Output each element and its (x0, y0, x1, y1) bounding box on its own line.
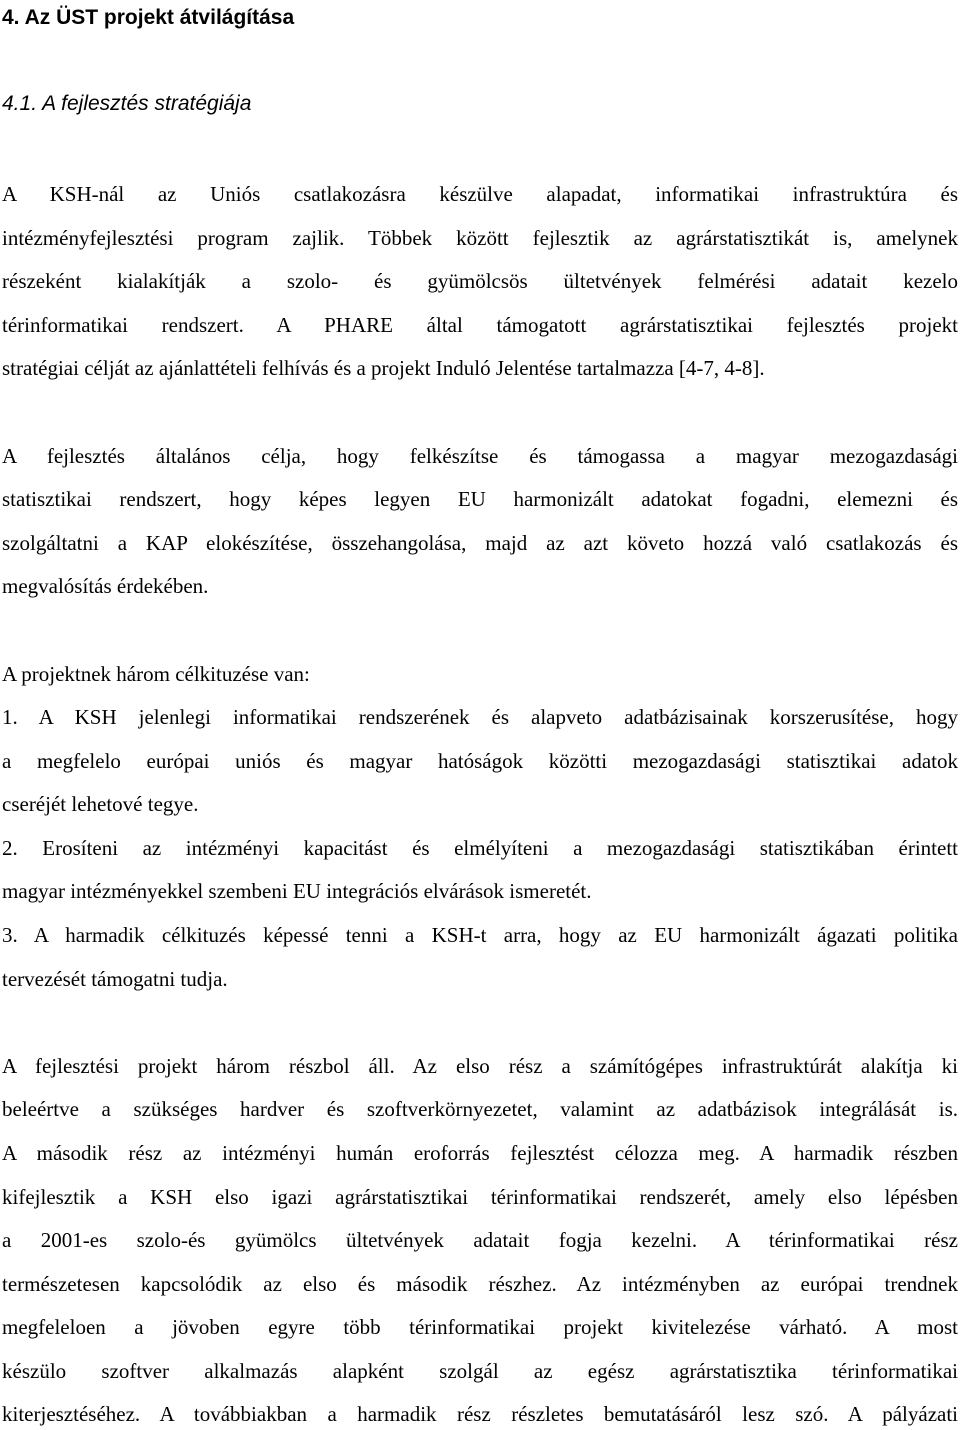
paragraph-line: cseréjét lehetové tegye. (2, 792, 199, 816)
paragraph-line: A második rész az intézményi humán eroforrás fejlesztést célozza meg. A harmadik részben (2, 1141, 958, 1165)
paragraph-line: A fejlesztés általános célja, hogy felkészítse és támogassa a magyar mezogazdasági (2, 444, 958, 468)
paragraph-line: statisztikai rendszert, hogy képes legyen EU harmonizált adatokat fogadni, elemezni és (2, 487, 958, 511)
paragraph-line: készülo szoftver alkalmazás alapként szolgál az egész agrárstatisztika térinformatikai (2, 1359, 958, 1383)
list-item: 1. A KSH jelenlegi informatikai rendszerének és alapveto adatbázisainak korszerusítése, hogy (2, 705, 958, 729)
paragraph-line: A projektnek három célkituzése van: (2, 662, 310, 686)
paragraph-line: természetesen kapcsolódik az elso és második részhez. Az intézményben az európai trendnek (2, 1272, 958, 1296)
paragraph-line: megfeleloen a jövoben egyre több térinformatikai projekt kivitelezése várható. A most (2, 1315, 958, 1339)
paragraph-line: szolgáltatni a KAP elokészítése, összehangolása, majd az azt követo hozzá való csatlakozás és (2, 531, 958, 555)
list-item: 2. Erosíteni az intézményi kapacitást és elmélyíteni a mezogazdasági statisztikában érintett (2, 836, 958, 860)
paragraph-line: kiterjesztéséhez. A továbbiakban a harmadik rész részletes bemutatásáról lesz szó. A pályázati (2, 1402, 958, 1426)
subsection-heading: 4.1. A fejlesztés stratégiája (2, 92, 252, 115)
paragraph-line: részeként kialakítják a szolo- és gyümölcsös ültetvények felmérési adatait kezelo (2, 269, 958, 293)
paragraph-line: megvalósítás érdekében. (2, 574, 209, 598)
paragraph-line: tervezését támogatni tudja. (2, 967, 228, 991)
paragraph-line: kifejlesztik a KSH elso igazi agrárstatisztikai térinformatikai rendszerét, amely elso lépésben (2, 1185, 958, 1209)
paragraph-line: intézményfejlesztési program zajlik. Többek között fejlesztik az agrárstatisztikát is, amelynek (2, 226, 958, 250)
paragraph-line: magyar intézményekkel szembeni EU integrációs elvárások ismeretét. (2, 879, 592, 903)
paragraph-line: stratégiai célját az ajánlattételi felhívás és a projekt Induló Jelentése tartalmazza [4-7, 4-8]. (2, 356, 765, 380)
list-item: 3. A harmadik célkituzés képessé tenni a KSH-t arra, hogy az EU harmonizált ágazati politika (2, 923, 958, 947)
paragraph-line: A KSH-nál az Uniós csatlakozásra készülve alapadat, informatikai infrastruktúra és (2, 182, 958, 206)
paragraph-line: A fejlesztési projekt három részbol áll. Az elso rész a számítógépes infrastruktúrát alakítja ki (2, 1054, 958, 1078)
paragraph-line: térinformatikai rendszert. A PHARE által támogatott agrárstatisztikai fejlesztés projekt (2, 313, 958, 337)
paragraph-line: a megfelelo európai uniós és magyar hatóságok közötti mezogazdasági statisztikai adatok (2, 749, 958, 773)
section-heading: 4. Az ÜST projekt átvilágítása (2, 6, 295, 29)
paragraph-line: a 2001-es szolo-és gyümölcs ültetvények adatait fogja kezelni. A térinformatikai rész (2, 1228, 958, 1252)
paragraph-line: beleértve a szükséges hardver és szoftverkörnyezetet, valamint az adatbázisok integrálását is. (2, 1097, 958, 1121)
